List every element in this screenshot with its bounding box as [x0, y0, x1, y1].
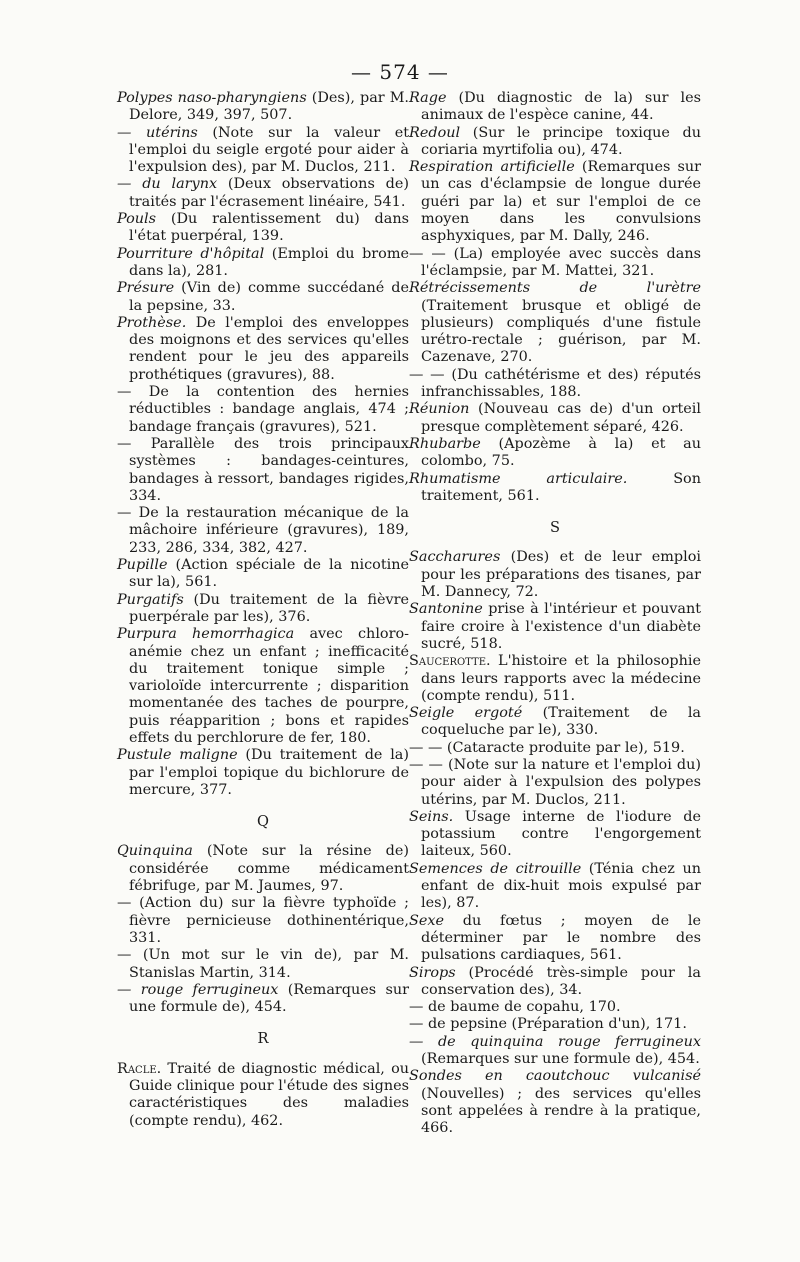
- entry-heading: Pupille: [117, 557, 168, 574]
- index-entry: [409, 913, 701, 965]
- entry-text: (Du traitement de la) par l'emploi topique du bichlorure de mercure, 377.: [129, 747, 409, 798]
- entry-heading: — utérins: [117, 124, 198, 141]
- index-entry: [117, 592, 409, 627]
- entry-text: — (Un mot sur le vin de), par M. Stanislas Martin, 314.: [117, 947, 409, 981]
- entry-heading: Rage: [409, 90, 447, 106]
- entry-heading: Racle.: [117, 1060, 162, 1077]
- entry-heading: Pustule maligne: [117, 747, 238, 764]
- entry-text: (Remarques sur une formule de), 454.: [421, 1051, 700, 1068]
- index-entry: [409, 1068, 701, 1137]
- entry-heading: Rétrécissements de l'urètre: [409, 280, 701, 297]
- index-entry: [117, 982, 409, 1017]
- index-entry: [117, 384, 409, 436]
- entry-text: prise à l'intérieur et pouvant faire croire à l'existence d'un diabète sucré, 518.: [421, 601, 701, 652]
- index-entry: [117, 843, 409, 895]
- entry-text: (Remarques sur un cas d'éclampsie de longue durée guéri par la) et sur l'emploi de ce moyen dans les convulsions asphyxiques, par M. Dally, 246.: [421, 159, 701, 245]
- entry-heading: Sexe: [409, 912, 445, 929]
- entry-heading: Rhubarbe: [409, 435, 481, 452]
- index-entry: [409, 246, 701, 281]
- index-entry: [409, 125, 701, 160]
- index-entry: [117, 315, 409, 384]
- entry-heading: Prothèse.: [117, 314, 187, 331]
- entry-text: — De la contention des hernies réductibles : bandage anglais, 474 ; bandage français (gravures), 521.: [117, 384, 409, 435]
- index-entry: [409, 809, 701, 861]
- entry-heading: Redoul: [409, 124, 461, 141]
- entry-heading: Quinquina: [117, 843, 193, 860]
- entry-text: (Remarques sur une formule de), 454.: [129, 981, 410, 1016]
- entry-text: (Des) et de leur emploi pour les préparations des tisanes, par M. Dannecy, 72.: [421, 549, 701, 601]
- index-entry: [409, 471, 701, 506]
- index-entry: [117, 436, 409, 505]
- entry-heading: Purpura hemorrhagica: [117, 626, 295, 643]
- index-entry: [409, 549, 701, 601]
- index-entry: [409, 653, 701, 705]
- index-entry: [409, 999, 701, 1016]
- entry-text: (Nouveau cas de) d'un orteil presque complètement séparé, 426.: [421, 401, 701, 435]
- entry-text: (Traitement brusque et obligé de plusieurs) compliqués d'une fistule urétro-rectale ; guérison, par M. Cazenave, 270.: [421, 297, 701, 366]
- index-entry: [117, 246, 409, 281]
- index-entry: [117, 747, 409, 799]
- index-entry: [409, 280, 701, 366]
- index-entry: [409, 159, 701, 245]
- index-entry: [117, 211, 409, 246]
- entry-text: — — (Du cathétérisme et des) réputés infranchissables, 188.: [409, 366, 701, 401]
- index-entry: [117, 895, 409, 947]
- left-index-column: [117, 90, 409, 1130]
- entry-text: De l'emploi des enveloppes des moignons et des services qu'elles rendent pour le jeu des appareils prothétiques (gravures), 88.: [129, 314, 409, 383]
- index-entry: [409, 1016, 701, 1033]
- entry-heading: Rhumatisme articulaire.: [409, 470, 628, 487]
- entry-text: — de pepsine (Préparation d'un), 171.: [409, 1016, 687, 1033]
- index-entry: [409, 861, 701, 913]
- entry-text: (Procédé très-simple pour la conservation des), 34.: [421, 964, 701, 998]
- entry-text: — — (La) employée avec succès dans l'éclampsie, par M. Mattei, 321.: [409, 245, 701, 279]
- index-entry: [117, 557, 409, 592]
- entry-text: du fœtus ; moyen de le déterminer par le nombre des pulsations cardiaques, 561.: [421, 912, 701, 964]
- index-entry: [409, 757, 701, 809]
- entry-text: — — (Cataracte produite par le), 519.: [409, 739, 685, 756]
- index-entry: [409, 965, 701, 1000]
- entry-text: (Des), par M. Delore, 349, 397, 507.: [129, 90, 409, 124]
- entry-text: Son traitement, 561.: [421, 470, 701, 504]
- entry-heading: Saccharures: [409, 549, 501, 566]
- section-letter: Q: [257, 813, 269, 831]
- entry-text: (Du traitement de la fièvre puerpérale par les), 376.: [129, 591, 409, 625]
- entry-heading: Polypes naso-pharyngiens: [117, 90, 307, 106]
- entry-text: (Emploi du brome dans la), 281.: [129, 245, 410, 279]
- entry-text: — Parallèle des trois principaux systèmes : bandages-ceintures, bandages à ressort, bandages rigides, 334.: [117, 435, 409, 504]
- entry-heading: — de quinquina rouge ferrugineux: [409, 1033, 701, 1050]
- index-entry: [409, 436, 701, 471]
- entry-text: — de baume de copahu, 170.: [409, 999, 621, 1016]
- entry-text: (Note sur la résine de) considérée comme médicament fébrifuge, par M. Jaumes, 97.: [129, 843, 409, 895]
- index-entry: [117, 280, 409, 315]
- index-entry: [117, 626, 409, 747]
- entry-text: (Vin de) comme succédané de la pepsine, 33.: [129, 280, 409, 314]
- index-entry: [409, 401, 701, 436]
- entry-heading: Présure: [117, 280, 175, 297]
- entry-heading: Seins.: [409, 808, 454, 825]
- entry-text: (Note sur la valeur et l'emploi du seigle ergoté pour aider à l'expulsion des), par M. Duclos, 211.: [129, 124, 409, 176]
- entry-heading: Réunion: [409, 401, 470, 418]
- entry-text: (Action spéciale de la nicotine sur la), 561.: [129, 557, 409, 591]
- entry-heading: Respiration artificielle: [409, 159, 575, 176]
- entry-text: — (Action du) sur la fièvre typhoïde ; fièvre pernicieuse dothinentérique, 331.: [117, 895, 409, 946]
- entry-heading: Purgatifs: [117, 591, 184, 608]
- entry-text: (Du ralentissement du) dans l'état puerpéral, 139.: [129, 211, 409, 245]
- entry-text: (Nouvelles) ; des services qu'elles sont appelées à rendre à la pratique, 466.: [421, 1085, 701, 1137]
- entry-text: — — (Note sur la nature et l'emploi du) pour aider à l'expulsion des polypes utérins, par M. Duclos, 211.: [409, 756, 701, 808]
- section-letter: R: [257, 1030, 269, 1048]
- entry-text: — De la restauration mécanique de la mâchoire inférieure (gravures), 189, 233, 286, 334, 382, 427.: [117, 505, 409, 556]
- page-number: — 574 —: [351, 60, 449, 84]
- index-entry: [117, 125, 409, 177]
- entry-text: L'histoire et la philosophie dans leurs rapports avec la médecine (compte rendu), 511.: [421, 653, 701, 704]
- entry-text: Traité de diagnostic médical, ou Guide clinique pour l'étude des signes caractéristiques des maladies (compte rendu), 462.: [129, 1060, 409, 1129]
- entry-text: (Deux observations de) traités par l'écrasement linéaire, 541.: [129, 176, 409, 210]
- entry-heading: Pourriture d'hôpital: [117, 245, 265, 262]
- index-entry: [409, 740, 701, 757]
- entry-text: avec chloro-anémie chez un enfant ; inefficacité du traitement tonique simple ; varioloïde intercurrente ; disparition momentanée des taches de pourpre, puis réapparition ; bons et rapides effets du perchlorure de fer, 180.: [129, 626, 409, 746]
- index-entry: [409, 90, 701, 125]
- entry-heading: Seigle ergoté: [409, 705, 523, 722]
- section-letter: S: [550, 519, 560, 537]
- index-entry: [117, 505, 409, 557]
- index-entry: [117, 90, 409, 125]
- index-entry: [409, 601, 701, 653]
- index-entry: [117, 1061, 409, 1130]
- right-index-column: [409, 90, 701, 1138]
- entry-text: (Sur le principe toxique du coriaria myrtifolia ou), 474.: [421, 124, 701, 158]
- entry-heading: Semences de citrouille: [409, 860, 582, 877]
- entry-text: (Apozème à la) et au colombo, 75.: [421, 435, 701, 470]
- entry-heading: Sirops: [409, 964, 456, 981]
- entry-text: Usage interne de l'iodure de potassium contre l'engorgement laiteux, 560.: [421, 808, 701, 860]
- entry-text: (Ténia chez un enfant de dix-huit mois expulsé par les), 87.: [421, 860, 701, 912]
- entry-heading: Santonine: [409, 601, 483, 618]
- entry-heading: — du larynx: [117, 176, 218, 193]
- entry-text: (Du diagnostic de la) sur les animaux de l'espèce canine, 44.: [421, 90, 701, 124]
- index-entry: [409, 705, 701, 740]
- entry-heading: Sondes en caoutchouc vulcanisé: [409, 1068, 701, 1085]
- entry-heading: — rouge ferrugineux: [117, 981, 279, 998]
- entry-heading: Saucerotte.: [409, 653, 491, 670]
- index-entry: [117, 947, 409, 982]
- index-entry: [409, 1034, 701, 1069]
- index-entry: [117, 176, 409, 211]
- index-entry: [409, 367, 701, 402]
- entry-text: (Traitement de la coqueluche par le), 330.: [421, 705, 701, 739]
- entry-heading: Pouls: [117, 211, 157, 228]
